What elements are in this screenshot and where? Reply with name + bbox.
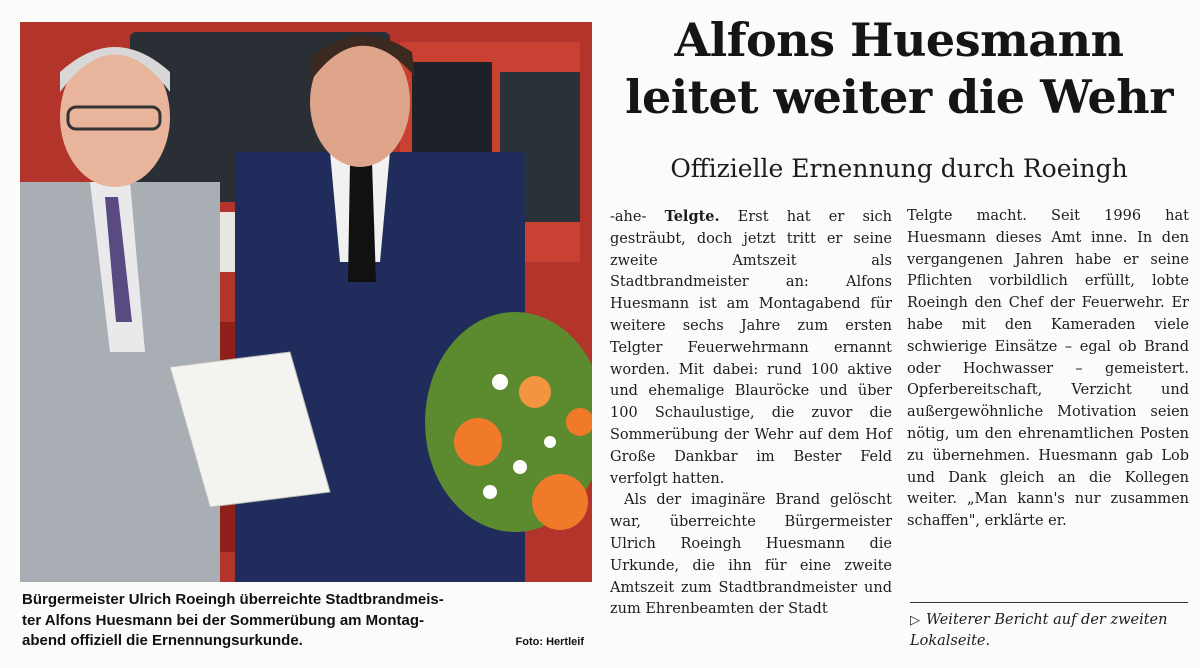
reference-text: Weiterer Bericht auf der zweiten Lokalseite. [910,612,1168,649]
dateline-place: Telgte. [664,208,720,225]
article-column-1 [610,206,892,621]
photo-caption [22,590,594,652]
subheadline: Offizielle Ernennung durch Roeingh [670,154,1128,183]
triangle-marker-icon: ▷ [910,613,920,628]
divider [910,602,1188,603]
article-paragraph [610,206,892,490]
headline: Alfons Huesmann leitet weiter die Wehr [625,13,1173,124]
photo-illustration [20,22,592,582]
article-text: Erst hat er sich gesträubt, doch jetzt tritt er seine zweite Amtszeit als Stadtbrandmeister an: Alfons Huesmann ist am Montagabend für weitere sechs Jahre zum ersten Telgter Feuerwehrmann ernannt worden. Mit dabei: rund 100 aktive und ehemalige Blauröcke und über 100 Schaulustige, die zuvor die Sommerübung der Wehr auf dem Hof Große Dankbar im Bester Feld verfolgt hatten. [610,209,892,487]
further-report-reference [910,610,1190,652]
news-photo [20,22,592,582]
caption-text: Bürgermeister Ulrich Roeingh überreichte Stadtbrandmeis- ter Alfons Huesmann bei der Sommerübung am Montag- abend offiziell die Ernennungsurkunde. [22,591,444,649]
dateline-author: -ahe- [610,209,647,225]
article-paragraph: Als der imaginäre Brand gelöscht war, überreichte Bürgermeister Ulrich Roeingh Huesmann die Urkunde, die ihn für eine zweite Amtszeit zum Stadtbrandmeister und zum Ehrenbeamten der Stadt [610,492,892,618]
article-column-2 [907,206,1189,533]
article-paragraph: Telgte macht. Seit 1996 hat Huesmann dieses Amt inne. In den vergangenen Jahren habe er seine Pflichten vorbildlich erfüllt, lobte Roeingh den Chef der Feuerwehr. Er habe mit den Kameraden viele schwierige Einsätze – egal ob Brand oder Hochwasser – gemeistert. Opferbereitschaft, Verzicht und außergewöhnliche Motivation seien nötig, um den ehrenamtlichen Posten zu übernehmen. Huesmann gab Lob und Dank gleich an die Kollegen weiter. „Man kann's nur zusammen schaffen", erklärte er. [907,208,1189,530]
photo-credit: Foto: Hertleif [515,636,584,648]
